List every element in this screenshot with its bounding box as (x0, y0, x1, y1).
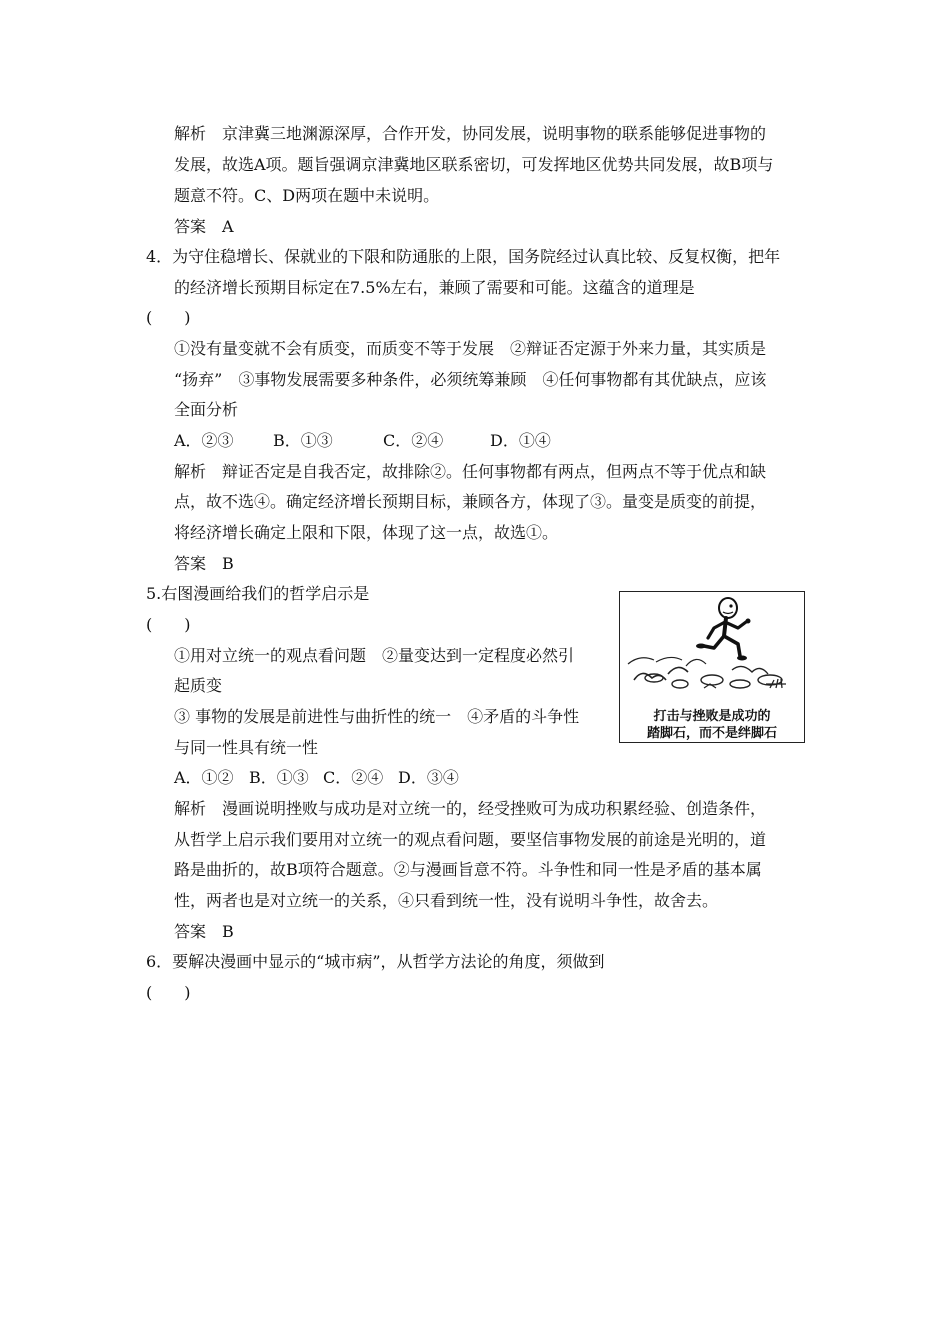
q4-options (174, 431, 551, 451)
cartoon-caption-line-1: 打击与挫败是成功的 (653, 709, 771, 724)
q3-analysis-line-2: 发展，故选A项。题旨强调京津冀地区联系密切，可发挥地区优势共同发展，故B项与 (174, 155, 774, 174)
q5-items-line-4: 与同一性具有统一性 (174, 738, 319, 757)
q5-option-d: D．③④ (398, 768, 459, 787)
q6-answer-blank: ( ) (146, 983, 191, 1002)
q5-analysis-line-3: 路是曲折的，故B项符合题意。②与漫画旨意不符。斗争性和同一性是矛盾的基本属 (174, 860, 762, 879)
q5-option-b: B．①③ (249, 768, 309, 787)
q3-analysis-line-3: 题意不符。C、D两项在题中未说明。 (174, 186, 440, 205)
q5-items-line-1: ①用对立统一的观点看问题 ②量变达到一定程度必然引 (174, 646, 575, 665)
q5-stem: 5.右图漫画给我们的哲学启示是 (146, 584, 370, 603)
q3-answer: 答案 A (174, 217, 234, 236)
q4-analysis-line-2: 点，故不选④。确定经济增长预期目标，兼顾各方，体现了③。量变是质变的前提， (174, 492, 767, 511)
q5-analysis-line-2: 从哲学上启示我们要用对立统一的观点看问题，要坚信事物发展的前途是光明的，道 (174, 830, 767, 849)
q5-option-c: C．②④ (323, 768, 384, 787)
q4-analysis-line-1: 解析 辩证否定是自我否定，故排除②。任何事物都有两点，但两点不等于优点和缺 (174, 462, 767, 481)
q5-answer-blank: ( ) (146, 615, 191, 634)
q4-items-line-1: ①没有量变就不会有质变，而质变不等于发展 ②辩证否定源于外来力量，其实质是 (174, 339, 767, 358)
q4-stem-line-2: 的经济增长预期目标定在7.5%左右，兼顾了需要和可能。这蕴含的道理是 (174, 278, 695, 297)
q5-options (174, 768, 459, 788)
q4-answer: 答案 B (174, 554, 234, 573)
q5-option-a: A．①② (174, 768, 234, 787)
q5-analysis-line-1: 解析 漫画说明挫败与成功是对立统一的，经受挫败可为成功积累经验、创造条件， (174, 799, 767, 818)
q4-stem-line-1: 4．为守住稳增长、保就业的下限和防通胀的上限，国务院经过认真比较、反复权衡，把年 (146, 247, 781, 266)
q5-analysis-line-4: 性，两者也是对立统一的关系，④只看到统一性，没有说明斗争性，故舍去。 (174, 891, 719, 910)
q4-option-c: C．②④ (383, 431, 444, 450)
cartoon-image (619, 591, 805, 743)
q4-option-d: D．①④ (490, 431, 551, 450)
q4-option-b: B．①③ (273, 431, 333, 450)
cartoon-caption-line-2: 踏脚石，而不是绊脚石 (646, 726, 777, 741)
q4-option-a: A．②③ (174, 431, 234, 450)
q4-analysis-line-3: 将经济增长确定上限和下限，体现了这一点，故选①。 (174, 523, 559, 542)
q4-answer-blank: ( ) (146, 308, 191, 327)
q3-analysis-line-1: 解析 京津冀三地渊源深厚，合作开发，协同发展，说明事物的联系能够促进事物的 (174, 124, 767, 143)
q4-items-line-2: “扬弃” ③事物发展需要多种条件，必须统筹兼顾 ④任何事物都有其优缺点，应该 (174, 370, 767, 389)
cartoon-drawing (620, 592, 803, 702)
q5-items-line-2: 起质变 (174, 676, 223, 695)
q4-items-line-3: 全面分析 (174, 400, 239, 419)
q5-answer: 答案 B (174, 922, 234, 941)
q5-items-line-3: ③ 事物的发展是前进性与曲折性的统一 ④矛盾的斗争性 (174, 707, 580, 726)
q6-stem: 6．要解决漫画中显示的“城市病”，从哲学方法论的角度，须做到 (146, 952, 605, 971)
